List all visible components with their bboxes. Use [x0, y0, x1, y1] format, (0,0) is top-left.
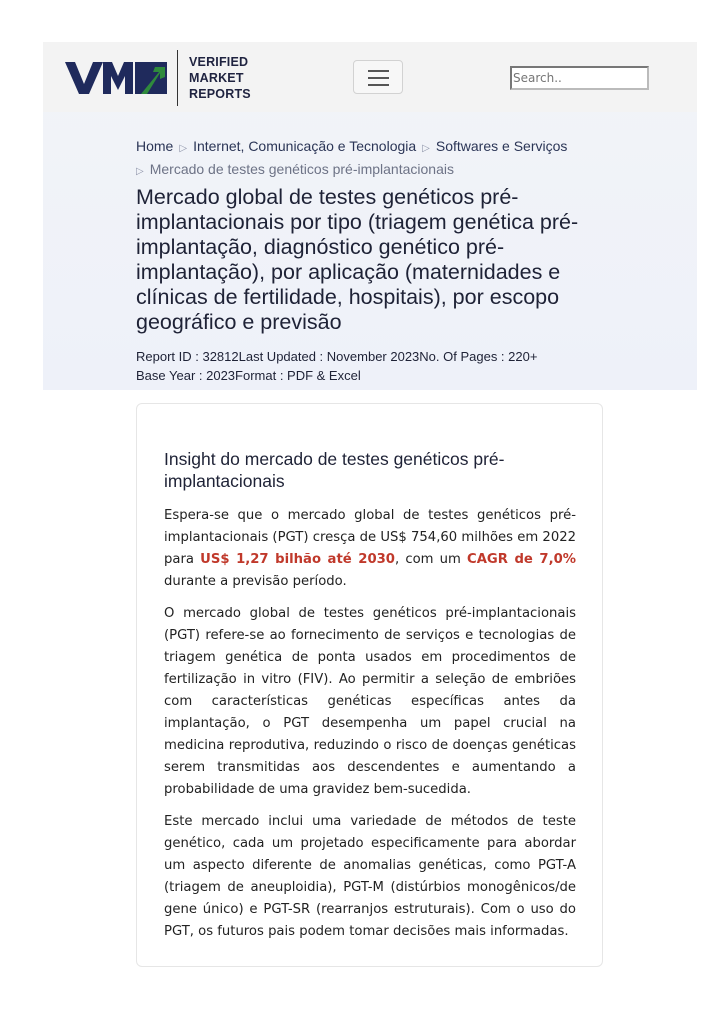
logo-divider — [177, 50, 178, 106]
navbar — [43, 42, 697, 112]
logo[interactable] — [65, 50, 251, 106]
breadcrumb — [136, 136, 606, 182]
logo-line-reports: REPORTS — [189, 87, 251, 101]
search-input[interactable] — [510, 66, 649, 90]
article-paragraph-3: Este mercado inclui uma variedade de métodos de teste genético, cada um projetado especificamente para abordar um aspecto diferente de anomalias genéticas, como PGT-A (triagem de aneuploidia), PGT-M (distúrbios monogênicos/de gene único) e PGT-SR (rearranjos estruturais). Com o uso do PGT, os futuros pais podem tomar decisões mais informadas. — [164, 814, 576, 939]
p1-text-b: , com um — [394, 552, 468, 567]
article-paragraph-2: O mercado global de testes genéticos pré-implantacionais (PGT) refere-se ao fornecimento de serviços e tecnologias de triagem genética de ponta usados em procedimentos de fertilização in vitro (FIV). Ao permitir a seleção de embriões com características genéticas específicas antes da implantação, o PGT desempenha um papel crucial na medicina reprodutiva, reduzindo o risco de doenças genéticas serem transmitidas aos descendentes e aumentando a probabilidade de uma gravidez bem-sucedida. — [164, 606, 576, 797]
hamburger-line-icon — [368, 70, 389, 72]
breadcrumb-current: Mercado de testes genéticos pré-implantacionais — [149, 161, 454, 177]
hero-section — [43, 112, 697, 390]
logo-text — [189, 54, 251, 102]
report-meta-line-2: Base Year : 2023Format : PDF & Excel — [136, 368, 361, 383]
p1-text-c: durante a previsão período. — [164, 574, 347, 589]
page-title: Mercado global de testes genéticos pré-implantacionais por tipo (triagem genética pré-implantação, diagnóstico genético pré-implantação), por aplicação (maternidades e clínicas de fertilidade, hospitais), por escopo geográfico e previsão — [136, 185, 579, 334]
cagr-highlight: CAGR de 7,0% — [467, 552, 576, 567]
page-frame — [43, 42, 697, 390]
article-paragraph-1 — [164, 505, 576, 593]
logo-line-market: MARKET — [189, 71, 244, 85]
hamburger-line-icon — [368, 84, 389, 86]
vmr-logo-icon — [65, 60, 167, 96]
p1-text-a: Espera-se que o mercado global de testes genéticos pré-implantacionais (PGT) cresça de US$ 754,60 milhões em 2022 para — [164, 508, 576, 567]
breadcrumb-separator-icon: ▷ — [422, 143, 430, 154]
breadcrumb-category[interactable]: Internet, Comunicação e Tecnologia — [193, 138, 417, 154]
article-body — [164, 505, 576, 953]
article-card — [136, 403, 603, 967]
breadcrumb-separator-icon: ▷ — [136, 166, 144, 177]
report-meta — [136, 347, 606, 385]
breadcrumb-separator-icon: ▷ — [179, 143, 188, 154]
article-heading: Insight do mercado de testes genéticos pré-implantacionais — [164, 449, 505, 491]
breadcrumb-home[interactable]: Home — [136, 138, 174, 154]
logo-line-verified: VERIFIED — [189, 55, 249, 69]
market-value-highlight: US$ 1,27 bilhão até 2030 — [200, 552, 395, 567]
breadcrumb-subcategory[interactable]: Softwares e Serviços — [435, 138, 568, 154]
report-meta-line-1: Report ID : 32812Last Updated : November 2023No. Of Pages : 220+ — [136, 349, 538, 364]
hamburger-line-icon — [368, 77, 389, 79]
menu-toggle-button[interactable] — [353, 60, 403, 94]
